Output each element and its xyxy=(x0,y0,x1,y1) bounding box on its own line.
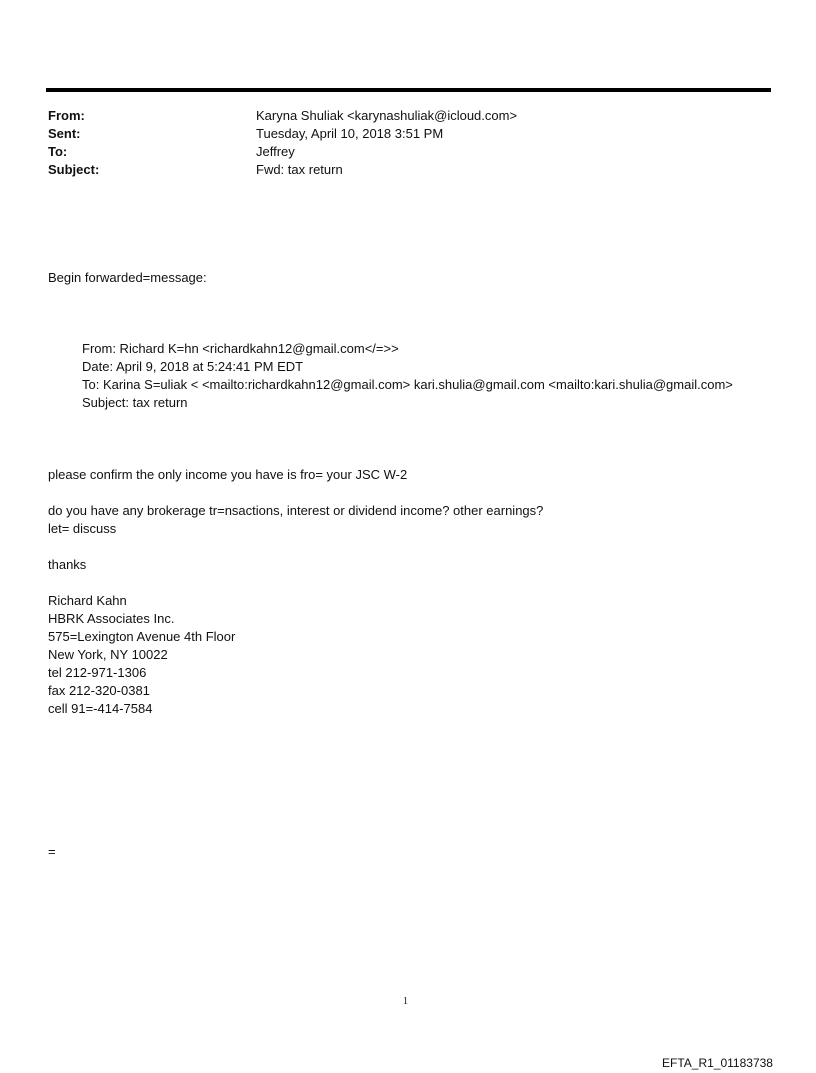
subject-value: Fwd: tax return xyxy=(256,162,343,177)
body-line-3: let= discuss xyxy=(48,521,117,536)
signature-name: Richard Kahn xyxy=(48,593,127,608)
page-number: 1 xyxy=(403,996,408,1007)
forwarded-to: To: Karina S=uliak < <mailto:richardkahn12@gmail.com> kari.shulia@gmail.com <mailto:kari.shulia@gmail.com> xyxy=(82,377,733,392)
body-line-4: thanks xyxy=(48,557,87,572)
signature-fax: fax 212-320-0381 xyxy=(48,683,150,698)
from-value: Karyna Shuliak <karynashuliak@icloud.com> xyxy=(256,108,518,123)
from-label: From: xyxy=(48,108,85,123)
bates-number: EFTA_R1_01183738 xyxy=(662,1056,773,1070)
forwarded-subject: Subject: tax return xyxy=(82,395,188,410)
to-label: To: xyxy=(48,144,68,159)
trailing-equals: = xyxy=(48,844,56,859)
forward-intro: Begin forwarded=message: xyxy=(48,270,207,285)
signature-city: New York, NY 10022 xyxy=(48,647,168,662)
sent-label: Sent: xyxy=(48,126,81,141)
to-value: Jeffrey xyxy=(256,144,295,159)
body-line-1: please confirm the only income you have is fro= your JSC W-2 xyxy=(48,467,408,482)
header-divider xyxy=(46,88,771,92)
signature-company: HBRK Associates Inc. xyxy=(48,611,175,626)
signature-cell: cell 91=-414-7584 xyxy=(48,701,153,716)
body-line-2: do you have any brokerage tr=nsactions, interest or dividend income? other earnings? xyxy=(48,503,544,518)
signature-address: 575=Lexington Avenue 4th Floor xyxy=(48,629,236,644)
signature-tel: tel 212-971-1306 xyxy=(48,665,147,680)
forwarded-from: From: Richard K=hn <richardkahn12@gmail.com</=>> xyxy=(82,341,399,356)
sent-value: Tuesday, April 10, 2018 3:51 PM xyxy=(256,126,444,141)
forwarded-date: Date: April 9, 2018 at 5:24:41 PM EDT xyxy=(82,359,304,374)
subject-label: Subject: xyxy=(48,162,100,177)
